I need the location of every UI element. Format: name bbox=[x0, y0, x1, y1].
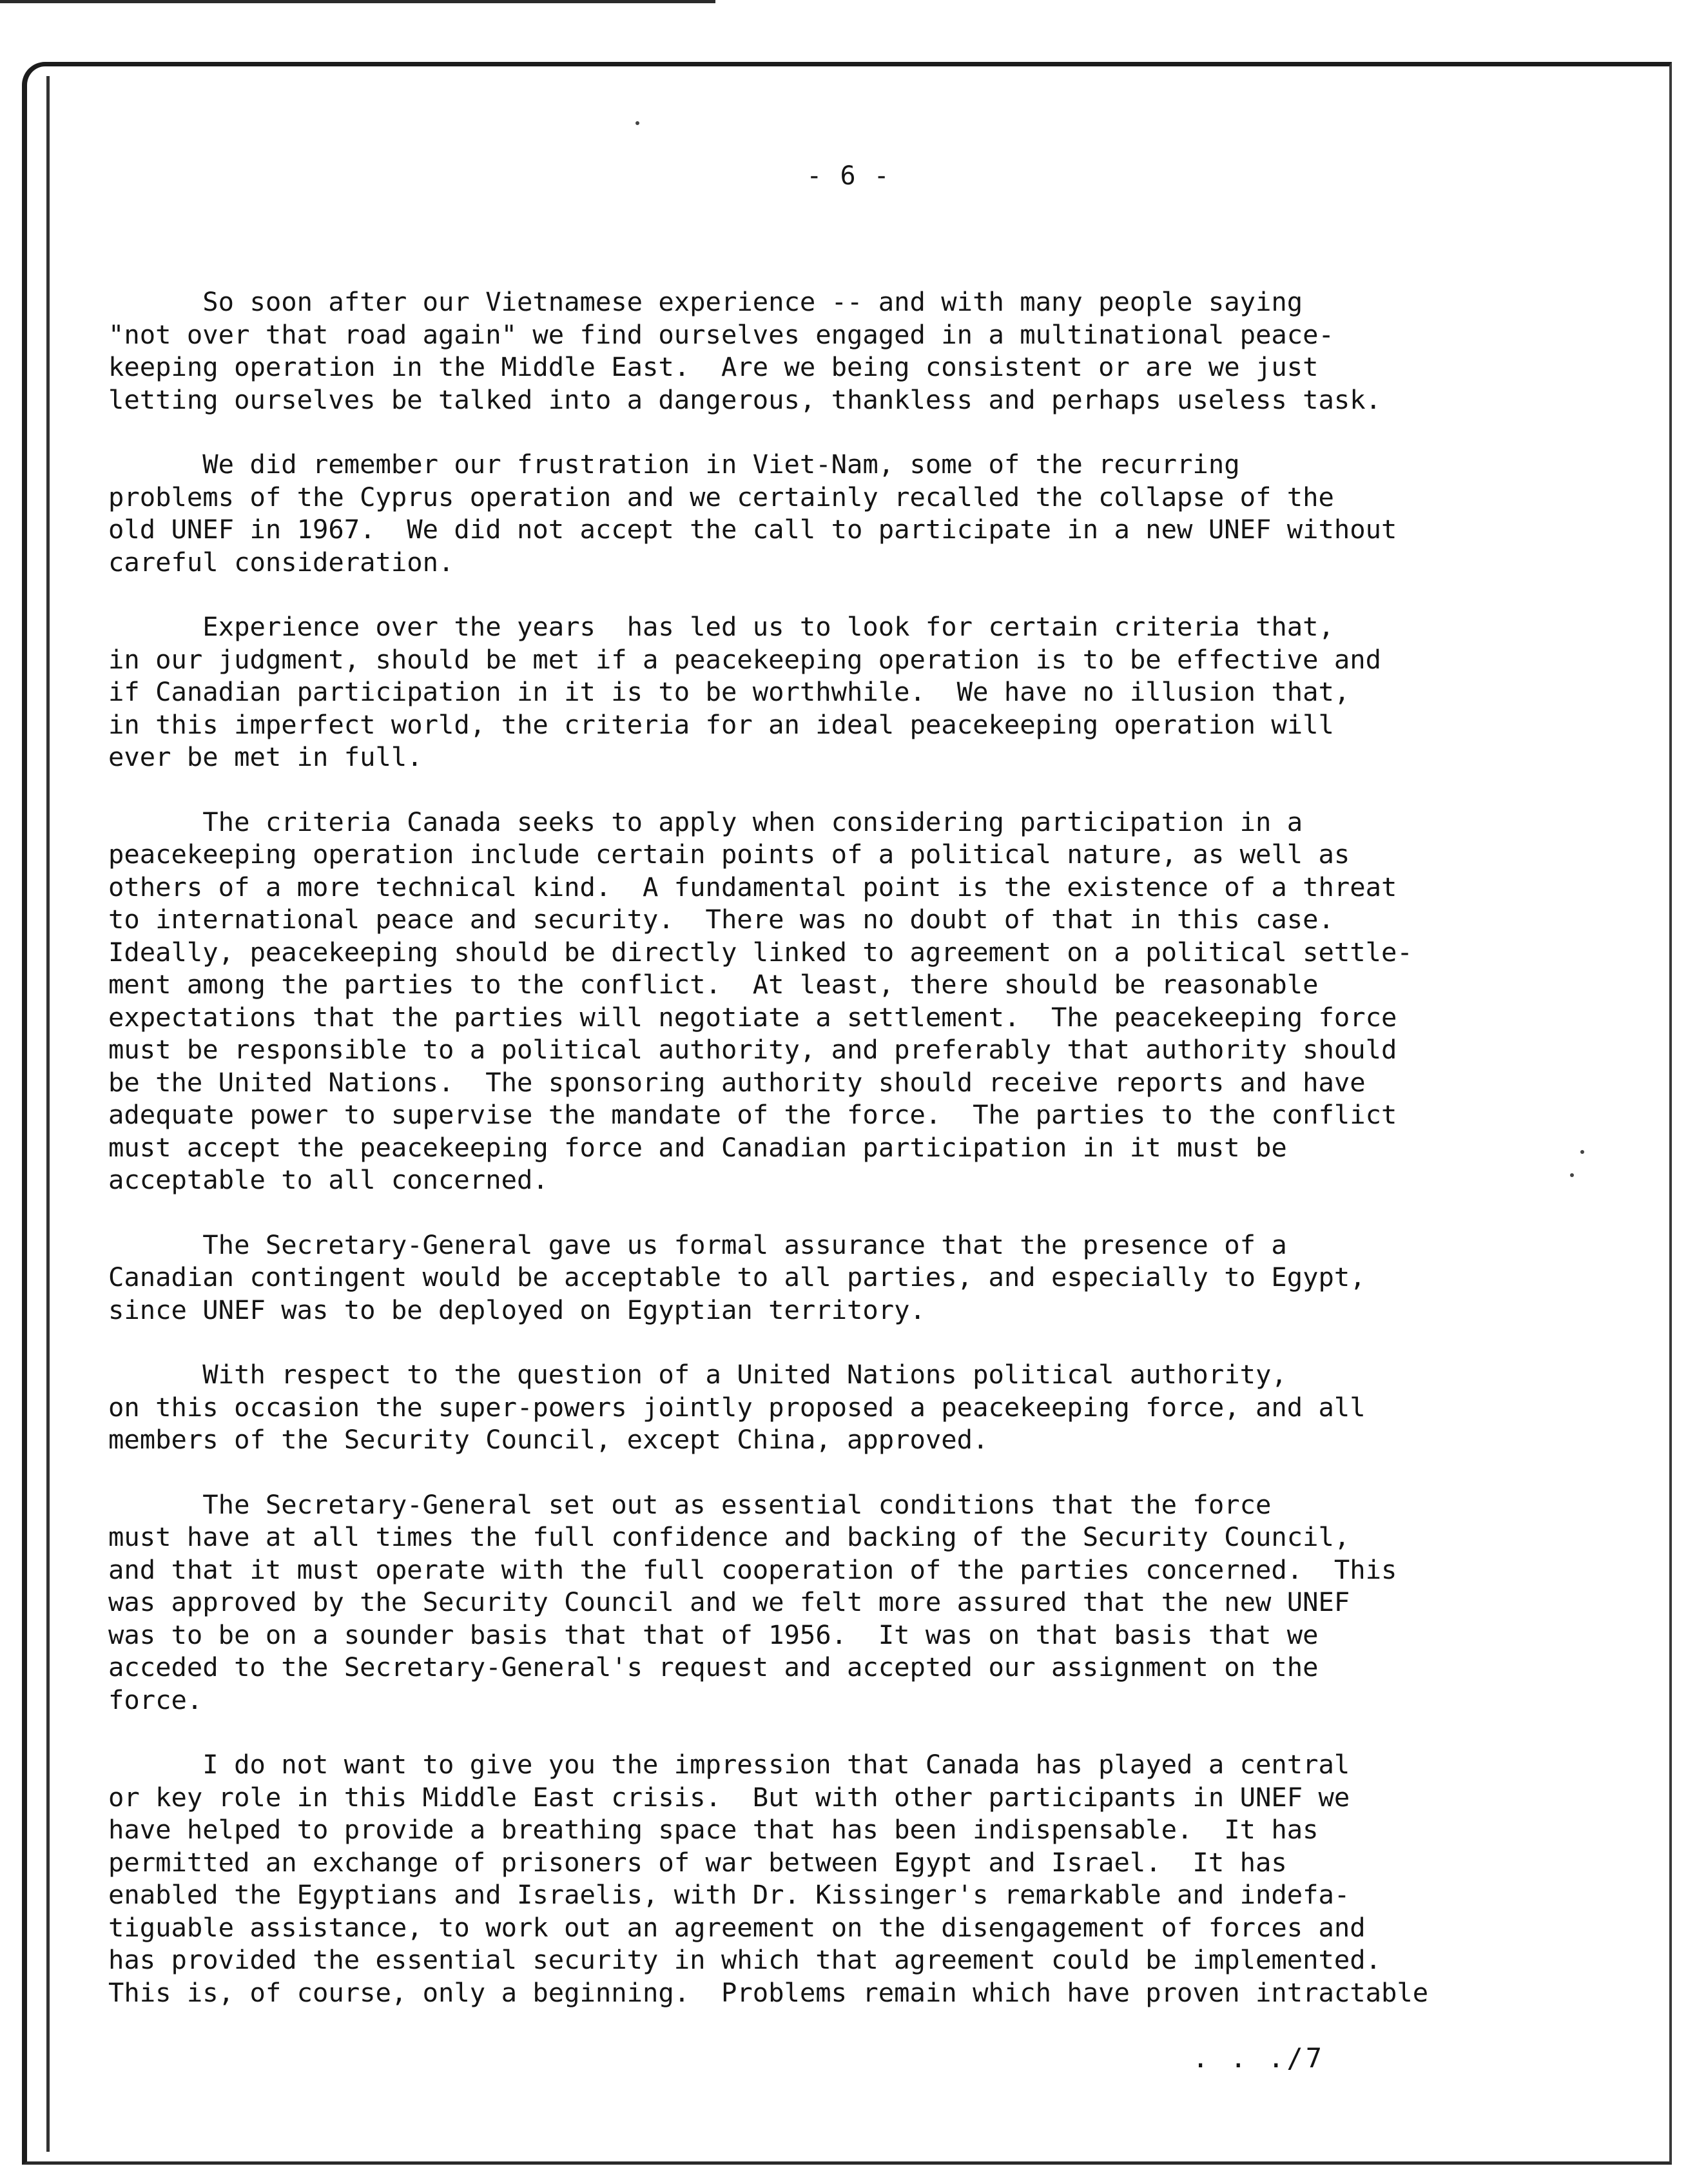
scan-inner-left-edge bbox=[46, 76, 50, 2152]
text-line: in our judgment, should be met if a peacekeeping operation is to be effective and bbox=[108, 643, 1382, 675]
text-line: old UNEF in 1967. We did not accept the call to participate in a new UNEF without bbox=[108, 514, 1397, 545]
text-line: "not over that road again" we find ourselves engaged in a multinational peace- bbox=[108, 318, 1334, 350]
paragraph bbox=[108, 1488, 1616, 1717]
text-line: on this occasion the super-powers jointly proposed a peacekeeping force, and all bbox=[108, 1391, 1366, 1423]
scan-top-edge-line bbox=[0, 0, 715, 3]
text-line: This is, of course, only a beginning. Problems remain which have proven intractable bbox=[108, 1976, 1429, 2008]
text-line: ment among the parties to the conflict. At least, there should be reasonable bbox=[108, 969, 1319, 1000]
page-number: - 6 - bbox=[806, 161, 891, 191]
text-line: must accept the peacekeeping force and Canadian participation in it must be bbox=[108, 1131, 1287, 1163]
continuation-marker: . . ./7 bbox=[1192, 2042, 1325, 2074]
text-line: to international peace and security. There was no doubt of that in this case. bbox=[108, 904, 1334, 935]
text-line: enabled the Egyptians and Israelis, with Dr. Kissinger's remarkable and indefa- bbox=[108, 1879, 1350, 1910]
text-line: in this imperfect world, the criteria for an ideal peacekeeping operation will bbox=[108, 708, 1334, 740]
paragraph bbox=[108, 610, 1616, 774]
text-line: was approved by the Security Council and we felt more assured that the new UNEF bbox=[108, 1586, 1350, 1617]
text-line: The Secretary-General set out as essential conditions that the force bbox=[108, 1488, 1272, 1520]
text-line: was to be on a sounder basis that that of 1956. It was on that basis that we bbox=[108, 1619, 1319, 1650]
text-line: With respect to the question of a United Nations political authority, bbox=[108, 1359, 1287, 1390]
text-line: or key role in this Middle East crisis. But with other participants in UNEF we bbox=[108, 1781, 1350, 1813]
text-line: keeping operation in the Middle East. Are we being consistent or are we just bbox=[108, 351, 1319, 382]
text-line: have helped to provide a breathing space that has been indispensable. It has bbox=[108, 1814, 1319, 1845]
text-line: acceded to the Secretary-General's request and accepted our assignment on the bbox=[108, 1652, 1319, 1682]
text-line: since UNEF was to be deployed on Egyptian territory. bbox=[108, 1294, 926, 1325]
text-line: letting ourselves be talked into a dangerous, thankless and perhaps useless task. bbox=[108, 384, 1382, 415]
text-line: ever be met in full. bbox=[108, 741, 423, 772]
text-line: peacekeeping operation include certain points of a political nature, as well as bbox=[108, 839, 1350, 870]
text-line: others of a more technical kind. A fundamental point is the existence of a threat bbox=[108, 871, 1397, 902]
paragraph bbox=[108, 1748, 1616, 2009]
text-line: force. bbox=[108, 1684, 203, 1715]
text-line: The criteria Canada seeks to apply when considering participation in a bbox=[108, 806, 1303, 837]
paragraph bbox=[108, 286, 1616, 416]
text-line: be the United Nations. The sponsoring authority should receive reports and have bbox=[108, 1066, 1366, 1098]
text-line: So soon after our Vietnamese experience -- and with many people saying bbox=[108, 286, 1303, 317]
text-line: problems of the Cyprus operation and we certainly recalled the collapse of the bbox=[108, 481, 1334, 512]
text-line: and that it must operate with the full cooperation of the parties concerned. This bbox=[108, 1554, 1397, 1585]
text-line: adequate power to supervise the mandate of the force. The parties to the conflict bbox=[108, 1099, 1397, 1130]
paragraph bbox=[108, 448, 1616, 578]
text-line: Canadian contingent would be acceptable to all parties, and especially to Egypt, bbox=[108, 1262, 1366, 1292]
scan-speck bbox=[635, 121, 639, 125]
paragraph bbox=[108, 1229, 1616, 1327]
paragraph bbox=[108, 806, 1616, 1196]
text-line: Experience over the years has led us to look for certain criteria that, bbox=[108, 611, 1334, 642]
text-line: expectations that the parties will negotiate a settlement. The peacekeeping force bbox=[108, 1001, 1397, 1033]
text-line: We did remember our frustration in Viet-Nam, some of the recurring bbox=[108, 449, 1240, 480]
paragraph bbox=[108, 1358, 1616, 1456]
text-line: permitted an exchange of prisoners of war between Egypt and Israel. It has bbox=[108, 1846, 1287, 1878]
text-line: acceptable to all concerned. bbox=[108, 1164, 548, 1195]
text-line: I do not want to give you the impression that Canada has played a central bbox=[108, 1749, 1350, 1780]
document-body bbox=[108, 286, 1616, 2041]
text-line: careful consideration. bbox=[108, 546, 454, 578]
text-line: must be responsible to a political authority, and preferably that authority should bbox=[108, 1034, 1397, 1065]
text-line: if Canadian participation in it is to be worthwhile. We have no illusion that, bbox=[108, 676, 1350, 707]
text-line: members of the Security Council, except China, approved. bbox=[108, 1424, 989, 1455]
text-line: tiguable assistance, to work out an agreement on the disengagement of forces and bbox=[108, 1911, 1366, 1943]
text-line: has provided the essential security in which that agreement could be implemented. bbox=[108, 1944, 1382, 1975]
text-line: Ideally, peacekeeping should be directly linked to agreement on a political settle- bbox=[108, 936, 1413, 968]
text-line: must have at all times the full confidence and backing of the Security Council, bbox=[108, 1521, 1350, 1552]
text-line: The Secretary-General gave us formal assurance that the presence of a bbox=[108, 1229, 1287, 1260]
